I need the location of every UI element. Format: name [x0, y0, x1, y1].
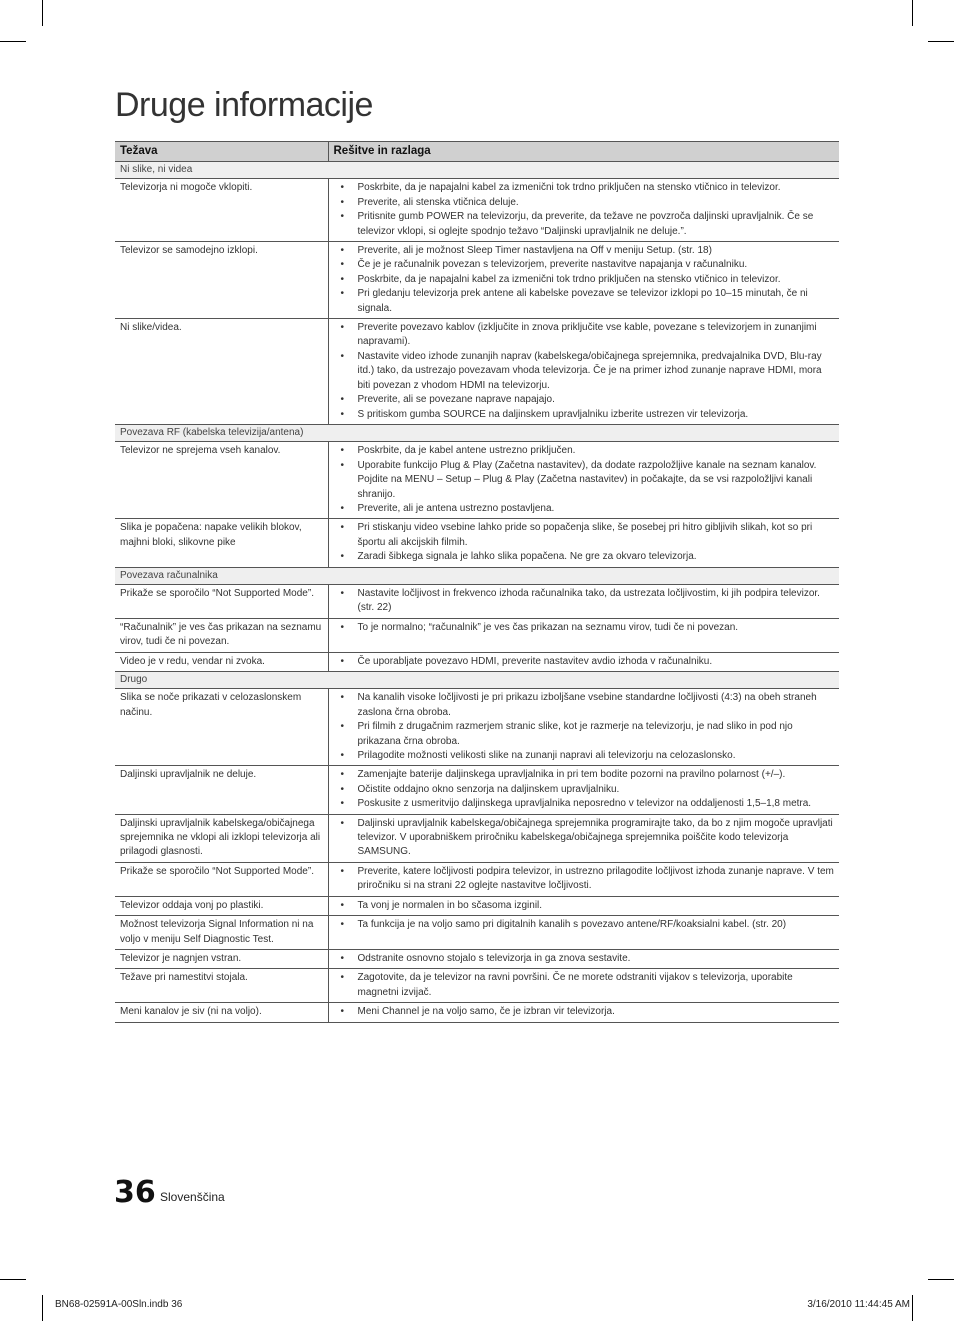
solution-list — [339, 691, 835, 763]
solution-item: • Očistite oddajno okno senzorja na daljinskem upravljalniku. — [339, 783, 835, 797]
header-problem: Težava — [115, 142, 328, 162]
solution-cell — [328, 1003, 839, 1022]
problem-cell: Prikaže se sporočilo “Not Supported Mode”. — [115, 584, 328, 618]
table-row — [115, 1003, 839, 1022]
table-row — [115, 319, 839, 425]
table-row — [115, 179, 839, 242]
solution-cell — [328, 689, 839, 766]
solution-item: • Zaradi šibkega signala je lahko slika popačena. Ne gre za okvaro televizorja. — [339, 550, 835, 564]
solution-item: • Na kanalih visoke ločljivosti je pri prikazu izboljšane vsebine standardne ločljivosti (4:3) na obeh straneh zaslona črna obroba. — [339, 691, 835, 720]
table-row — [115, 442, 839, 519]
solution-list — [339, 181, 835, 239]
table-row — [115, 969, 839, 1003]
solution-cell — [328, 442, 839, 519]
solution-item: • Zagotovite, da je televizor na ravni površini. Če ne morete odstraniti vijakov s televizorja, uporabite magnetni izvijač. — [339, 971, 835, 1000]
solution-list — [339, 865, 835, 894]
troubleshooting-table — [115, 141, 839, 1023]
solution-item: • Preverite, katere ločljivosti podpira televizor, in ustrezno prilagodite ločljivost izhoda zunanje naprave. V tem priročniku si na strani 22 oglejte nastavitve ločljivosti. — [339, 865, 835, 894]
solution-cell — [328, 949, 839, 968]
problem-cell: Težave pri namestitvi stojala. — [115, 969, 328, 1003]
table-row — [115, 814, 839, 862]
table-row — [115, 862, 839, 896]
imprint-timestamp: 3/16/2010 11:44:45 AM — [807, 1299, 910, 1310]
solution-list — [339, 244, 835, 316]
problem-cell: Video je v redu, vendar ni zvoka. — [115, 652, 328, 671]
solution-item: • To je normalno; “računalnik” je ves čas prikazan na seznamu virov, tudi če ni povezan. — [339, 621, 835, 635]
section-title: Drugo — [115, 672, 839, 689]
problem-cell: Daljinski upravljalnik kabelskega/običajnega sprejemnika ne vklopi ali izklopi televizorja ali prilagodi glasnosti. — [115, 814, 328, 862]
solution-cell — [328, 652, 839, 671]
problem-cell: Slika se noče prikazati v celozaslonskem načinu. — [115, 689, 328, 766]
table-row — [115, 519, 839, 567]
problem-cell: Televizor se samodejno izklopi. — [115, 242, 328, 319]
section-row — [115, 567, 839, 584]
solution-item: • Zamenjajte baterije daljinskega upravljalnika in pri tem bodite pozorni na pravilno polarnost (+/–). — [339, 768, 835, 782]
solution-list — [339, 621, 835, 635]
crop-mark-top-right-h — [928, 41, 954, 42]
solution-item: • Če uporabljate povezavo HDMI, preverite nastavitev avdio izhoda v računalniku. — [339, 655, 835, 669]
solution-cell — [328, 179, 839, 242]
solution-item: • Nastavite ločljivost in frekvenco izhoda računalnika tako, da ustrezata ločljivostim, ki jih podpira televizor. (str. 22) — [339, 587, 835, 616]
crop-mark-top-left-h — [0, 41, 26, 42]
section-row — [115, 162, 839, 179]
solution-cell — [328, 862, 839, 896]
table-row — [115, 689, 839, 766]
crop-mark-bottom-right — [912, 1295, 913, 1321]
solution-item: • Daljinski upravljalnik kabelskega/običajnega sprejemnika programirajte tako, da bo z njim mogoče upravljati televizor. V uporabniškem priročniku kabelskega/običajnega sprejemnika poiščite kodo televizorja SAMSUNG. — [339, 817, 835, 860]
solution-cell — [328, 242, 839, 319]
problem-cell: Možnost televizorja Signal Information ni na voljo v meniju Self Diagnostic Test. — [115, 916, 328, 950]
solution-item: • Če je je računalnik povezan s televizorjem, preverite nastavitve napajanja v računalniku. — [339, 258, 835, 272]
section-row — [115, 672, 839, 689]
solution-item: • Preverite povezavo kablov (izključite in znova priključite vse kable, povezane s televizorjem in zunanjimi napravami). — [339, 321, 835, 350]
solution-cell — [328, 916, 839, 950]
solution-cell — [328, 814, 839, 862]
solution-list — [339, 952, 835, 966]
crop-mark-bottom-left — [42, 1295, 43, 1321]
table-row — [115, 896, 839, 915]
solution-cell — [328, 618, 839, 652]
footer-language: Slovenščina — [160, 1190, 225, 1204]
solution-item: • Uporabite funkcijo Plug & Play (Začetna nastavitev), da dodate razpoložljive kanale na seznam kanalov. Pojdite na MENU – Setup – Plug & Play (Začetna nastavitev) in počakajte, da se vsi razpoložljivi kanali shranijo. — [339, 459, 835, 502]
solution-list — [339, 321, 835, 422]
solution-cell — [328, 896, 839, 915]
solution-item: • Nastavite video izhode zunanjih naprav (kabelskega/običajnega sprejemnika, predvajalnika DVD, Blu-ray itd.) tako, da ustrezajo povezavam vhoda televizorja. Če je na primer izhod zunanje naprave HDMI, mora biti povezan z vhodom HDMI na televizorju. — [339, 350, 835, 393]
solution-list — [339, 655, 835, 669]
crop-mark-top-left — [42, 0, 43, 26]
problem-cell: Televizor je nagnjen vstran. — [115, 949, 328, 968]
solution-list — [339, 899, 835, 913]
solution-item: • Pri stiskanju video vsebine lahko pride so popačenja slike, še posebej pri hitro gibljivih slikah, kot so pri športu ali akcijskih filmih. — [339, 521, 835, 550]
problem-cell: Ni slike/videa. — [115, 319, 328, 425]
problem-cell: Televizor ne sprejema vseh kanalov. — [115, 442, 328, 519]
solution-item: • Poskusite z usmeritvijo daljinskega upravljalnika neposredno v televizor na oddaljenosti 1,5–1,8 metra. — [339, 797, 835, 811]
problem-cell: Prikaže se sporočilo “Not Supported Mode”. — [115, 862, 328, 896]
solution-cell — [328, 519, 839, 567]
solution-item: • Meni Channel je na voljo samo, če je izbran vir televizorja. — [339, 1005, 835, 1019]
solution-list — [339, 587, 835, 616]
problem-cell: Slika je popačena: napake velikih blokov, majhni bloki, slikovne pike — [115, 519, 328, 567]
section-title: Ni slike, ni videa — [115, 162, 839, 179]
solution-item: • Preverite, ali stenska vtičnica deluje. — [339, 196, 835, 210]
table-body — [115, 162, 839, 1023]
solution-item: • Poskrbite, da je kabel antene ustrezno priključen. — [339, 444, 835, 458]
page-number: 36 — [114, 1175, 156, 1210]
problem-cell: Televizor oddaja vonj po plastiki. — [115, 896, 328, 915]
solution-list — [339, 521, 835, 564]
problem-cell: Televizorja ni mogoče vklopiti. — [115, 179, 328, 242]
crop-mark-bottom-right-h — [928, 1279, 954, 1280]
solution-item: • Odstranite osnovno stojalo s televizorja in ga znova sestavite. — [339, 952, 835, 966]
table-row — [115, 949, 839, 968]
solution-list — [339, 1005, 835, 1019]
solution-cell — [328, 584, 839, 618]
table-row — [115, 652, 839, 671]
table-row — [115, 242, 839, 319]
problem-cell: “Računalnik” je ves čas prikazan na seznamu virov, tudi če ni povezan. — [115, 618, 328, 652]
table-row — [115, 916, 839, 950]
page-title: Druge informacije — [115, 86, 373, 124]
solution-item: • Preverite, ali je antena ustrezno postavljena. — [339, 502, 835, 516]
table-row — [115, 618, 839, 652]
solution-list — [339, 768, 835, 811]
solution-item: • S pritiskom gumba SOURCE na daljinskem upravljalniku izberite ustrezen vir televizorja. — [339, 408, 835, 422]
problem-cell: Daljinski upravljalnik ne deluje. — [115, 766, 328, 814]
solution-item: • Poskrbite, da je napajalni kabel za izmenični tok trdno priključen na stensko vtičnico in televizor. — [339, 273, 835, 287]
header-solution: Rešitve in razlaga — [328, 142, 839, 162]
crop-mark-top-right — [912, 0, 913, 26]
solution-item: • Pritisnite gumb POWER na televizorju, da preverite, da težave ne povzroča daljinski upravljalnik. Če se televizor vklopi, si oglejte spodnjo težavo “Daljinski upravljalnik ne deluje.”. — [339, 210, 835, 239]
solution-list — [339, 817, 835, 860]
solution-cell — [328, 969, 839, 1003]
table-row — [115, 584, 839, 618]
solution-item: • Poskrbite, da je napajalni kabel za izmenični tok trdno priključen na stensko vtičnico in televizor. — [339, 181, 835, 195]
solution-cell — [328, 766, 839, 814]
section-title: Povezava RF (kabelska televizija/antena) — [115, 424, 839, 441]
solution-item: • Pri gledanju televizorja prek antene ali kabelske povezave se televizor izklopi po 10–15 minutah, če ni signala. — [339, 287, 835, 316]
solution-item: • Ta vonj je normalen in bo sčasoma izginil. — [339, 899, 835, 913]
solution-item: • Pri filmih z drugačnim razmerjem stranic slike, kot je razmerje na televizorju, je nad sliko in pod njo prikazana črna obroba. — [339, 720, 835, 749]
imprint-file: BN68-02591A-00Sln.indb 36 — [55, 1299, 183, 1310]
solution-list — [339, 918, 835, 932]
solution-list — [339, 444, 835, 516]
section-row — [115, 424, 839, 441]
solution-item: • Prilagodite možnosti velikosti slike na zunanji napravi ali televizorju na celozaslonsko. — [339, 749, 835, 763]
solution-item: • Ta funkcija je na voljo samo pri digitalnih kanalih s povezavo antene/RF/koaksialni kabel. (str. 20) — [339, 918, 835, 932]
problem-cell: Meni kanalov je siv (ni na voljo). — [115, 1003, 328, 1022]
solution-list — [339, 971, 835, 1000]
solution-cell — [328, 319, 839, 425]
section-title: Povezava računalnika — [115, 567, 839, 584]
solution-item: • Preverite, ali se povezane naprave napajajo. — [339, 393, 835, 407]
table-row — [115, 766, 839, 814]
crop-mark-bottom-left-h — [0, 1279, 26, 1280]
solution-item: • Preverite, ali je možnost Sleep Timer nastavljena na Off v meniju Setup. (str. 18) — [339, 244, 835, 258]
